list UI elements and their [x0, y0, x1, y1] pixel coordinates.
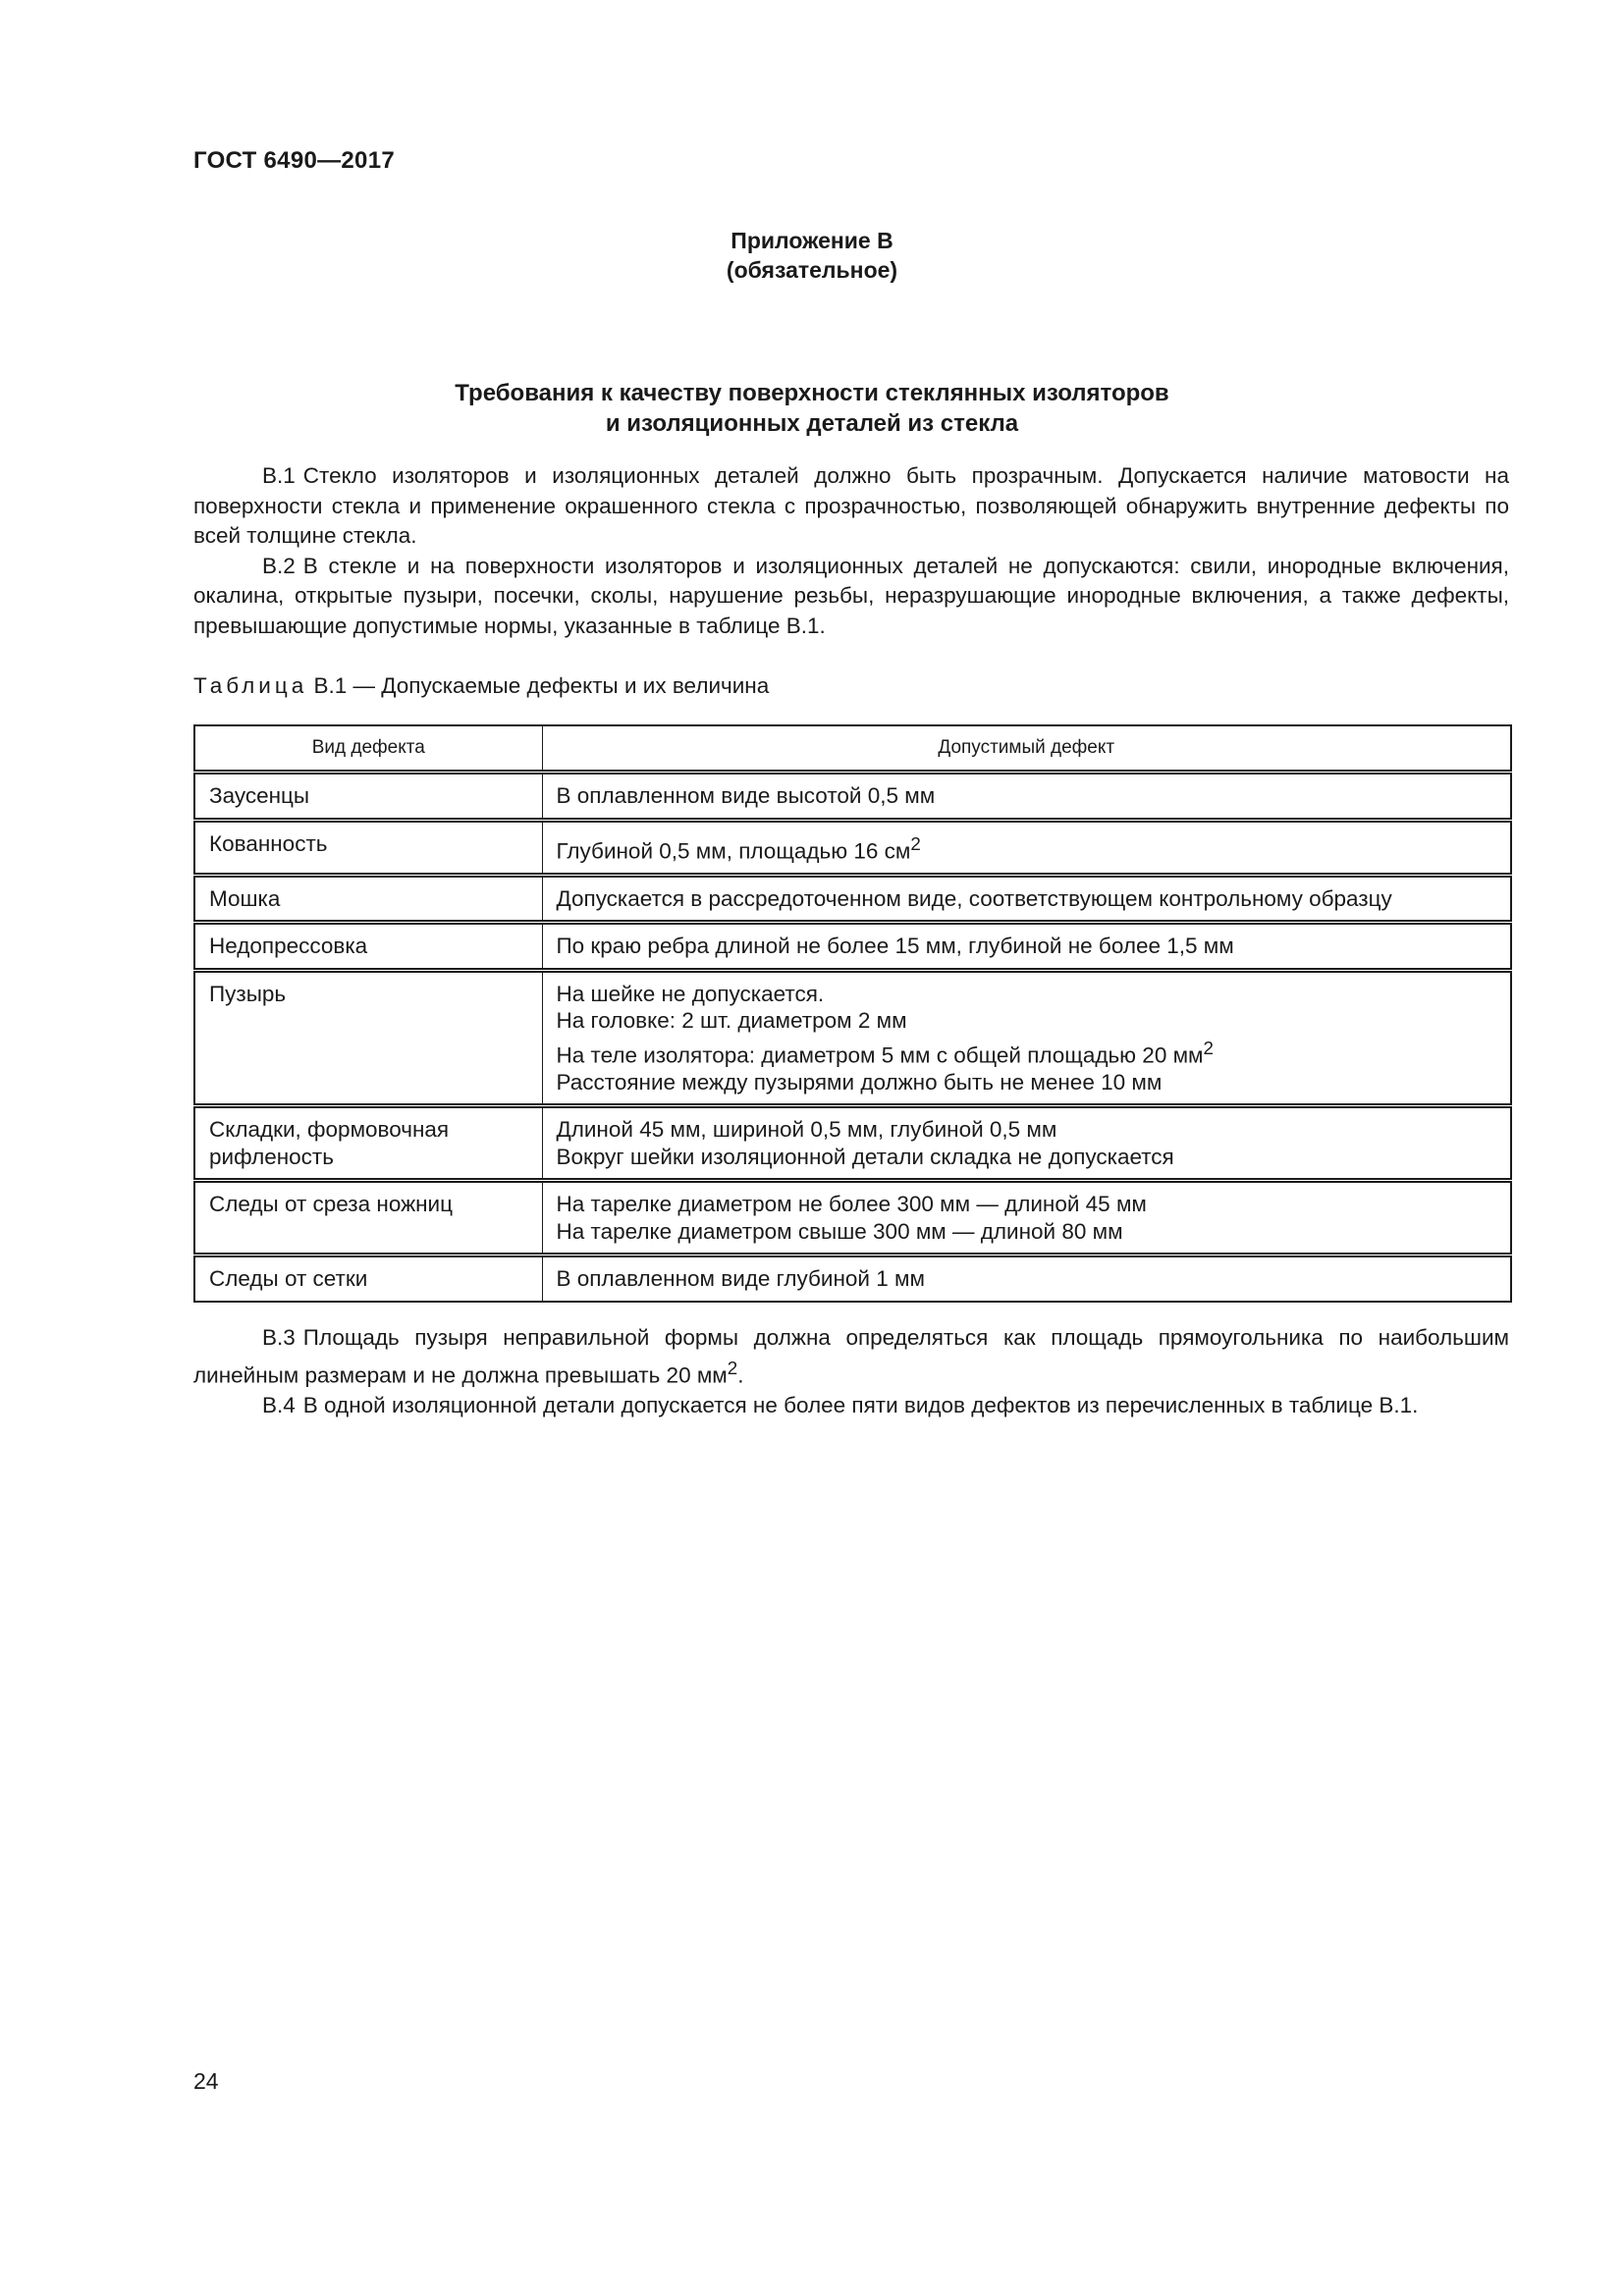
paragraph-number: В.3	[262, 1325, 296, 1350]
allowed-line: Допускается в рассредоточенном виде, соответствующем контрольному образцу	[556, 885, 1392, 911]
table-row	[194, 1255, 1511, 1302]
allowed-line: На шейке не допускается.	[556, 981, 825, 1006]
appendix-status: (обязательное)	[726, 257, 898, 283]
allowed-line: По краю ребра длиной не более 15 мм, глубиной не более 1,5 мм	[556, 934, 1234, 958]
section-title	[0, 378, 1624, 439]
column-header-allowed-defect: Допустимый дефект	[542, 725, 1511, 773]
defect-type-cell: Заусенцы	[194, 773, 542, 821]
allowed-defect-cell	[542, 923, 1511, 971]
table-row	[194, 1181, 1511, 1255]
paragraph-text: Стекло изоляторов и изоляционных деталей должно быть прозрачным. Допускается наличие матовости на поверхности стекла и применение окрашенного стекла с прозрачностью, позволяющей обнаружить внутренние дефекты по всей толщине стекла.	[193, 463, 1509, 548]
defect-type-cell: Мошка	[194, 875, 542, 923]
defect-type-cell	[194, 1106, 542, 1181]
defect-type-cell: Недопрессовка	[194, 923, 542, 971]
paragraph-text: В одной изоляционной детали допускается не более пяти видов дефектов из перечисленных в таблице В.1.	[302, 1392, 1419, 1417]
allowed-line	[557, 830, 1497, 865]
paragraph-b3	[193, 1323, 1509, 1391]
defects-table	[193, 724, 1512, 1303]
appendix-heading	[0, 226, 1624, 285]
allowed-line: Расстояние между пузырями должно быть не менее 10 мм	[556, 1069, 1163, 1095]
table-row	[194, 773, 1511, 821]
allowed-line: На тарелке диаметром не более 300 мм — длиной 45 мм	[556, 1192, 1147, 1216]
paragraph-b4	[193, 1391, 1509, 1421]
intro-paragraphs	[193, 461, 1509, 641]
defect-type-cell: Кованность	[194, 820, 542, 875]
allowed-line: В оплавленном виде глубиной 1 мм	[556, 1266, 925, 1291]
table-row	[194, 970, 1511, 1106]
table-row	[194, 1106, 1511, 1181]
paragraph-number: В.1	[262, 463, 296, 488]
allowed-line: На головке: 2 шт. диаметром 2 мм	[556, 1008, 907, 1033]
table-caption-text: В.1 — Допускаемые дефекты и их величина	[307, 673, 770, 698]
allowed-defect-cell	[542, 1181, 1511, 1255]
superscript: 2	[910, 832, 921, 854]
paragraph-text: В стекле и на поверхности изоляторов и изоляционных деталей не допускаются: свили, инородные включения, окалина, открытые пузыри, посечки, сколы, нарушение резьбы, неразрушающие инородные включения, а также дефекты, превышающие допустимые нормы, указанные в таблице В.1.	[193, 553, 1509, 638]
allowed-line: Длиной 45 мм, шириной 0,5 мм, глубиной 0,5 мм	[556, 1117, 1057, 1142]
allowed-defect-cell	[542, 875, 1511, 923]
paragraph-number: В.2	[262, 553, 296, 578]
paragraph-end: .	[737, 1362, 744, 1387]
allowed-line: Вокруг шейки изоляционной детали складка не допускается	[556, 1144, 1174, 1169]
superscript: 2	[727, 1357, 738, 1378]
appendix-title: Приложение В	[731, 228, 893, 253]
defect-type-line: Складки, формовочная	[209, 1117, 450, 1142]
allowed-line-text: На теле изолятора: диаметром 5 мм с общей площадью 20 мм	[556, 1042, 1204, 1067]
defect-type-line: рифленость	[209, 1144, 334, 1169]
allowed-defect-cell	[542, 820, 1511, 875]
defect-type-cell: Следы от сетки	[194, 1255, 542, 1302]
column-header-defect-type: Вид дефекта	[194, 725, 542, 773]
allowed-line-text: Глубиной 0,5 мм, площадью 16 см	[556, 838, 911, 863]
defect-type-cell: Пузырь	[194, 970, 542, 1106]
paragraph-b2	[193, 552, 1509, 642]
paragraph-number: В.4	[262, 1392, 296, 1417]
superscript: 2	[1203, 1037, 1214, 1058]
defect-type-cell: Следы от среза ножниц	[194, 1181, 542, 1255]
allowed-defect-cell	[542, 773, 1511, 821]
paragraph-b1	[193, 461, 1509, 552]
table-row	[194, 923, 1511, 971]
table-row	[194, 875, 1511, 923]
allowed-line	[557, 1035, 1497, 1069]
allowed-defect-cell	[542, 970, 1511, 1106]
allowed-defect-cell	[542, 1255, 1511, 1302]
allowed-defect-cell	[542, 1106, 1511, 1181]
paragraph-text: Площадь пузыря неправильной формы должна определяться как площадь прямоугольника по наибольшим линейным размерам и не должна превышать 20 мм	[193, 1325, 1509, 1387]
table-caption	[193, 673, 769, 699]
allowed-line: На тарелке диаметром свыше 300 мм — длиной 80 мм	[556, 1218, 1123, 1244]
table-row	[194, 820, 1511, 875]
page-number: 24	[193, 2068, 219, 2094]
table-header-row	[194, 725, 1511, 773]
document-code: ГОСТ 6490—2017	[193, 147, 396, 174]
table-caption-label: Таблица	[193, 673, 308, 698]
section-title-line-2: и изоляционных деталей из стекла	[605, 410, 1019, 437]
allowed-line: В оплавленном виде высотой 0,5 мм	[556, 783, 936, 808]
section-title-line-1: Требования к качеству поверхности стеклянных изоляторов	[455, 380, 1169, 406]
closing-paragraphs	[193, 1323, 1509, 1420]
